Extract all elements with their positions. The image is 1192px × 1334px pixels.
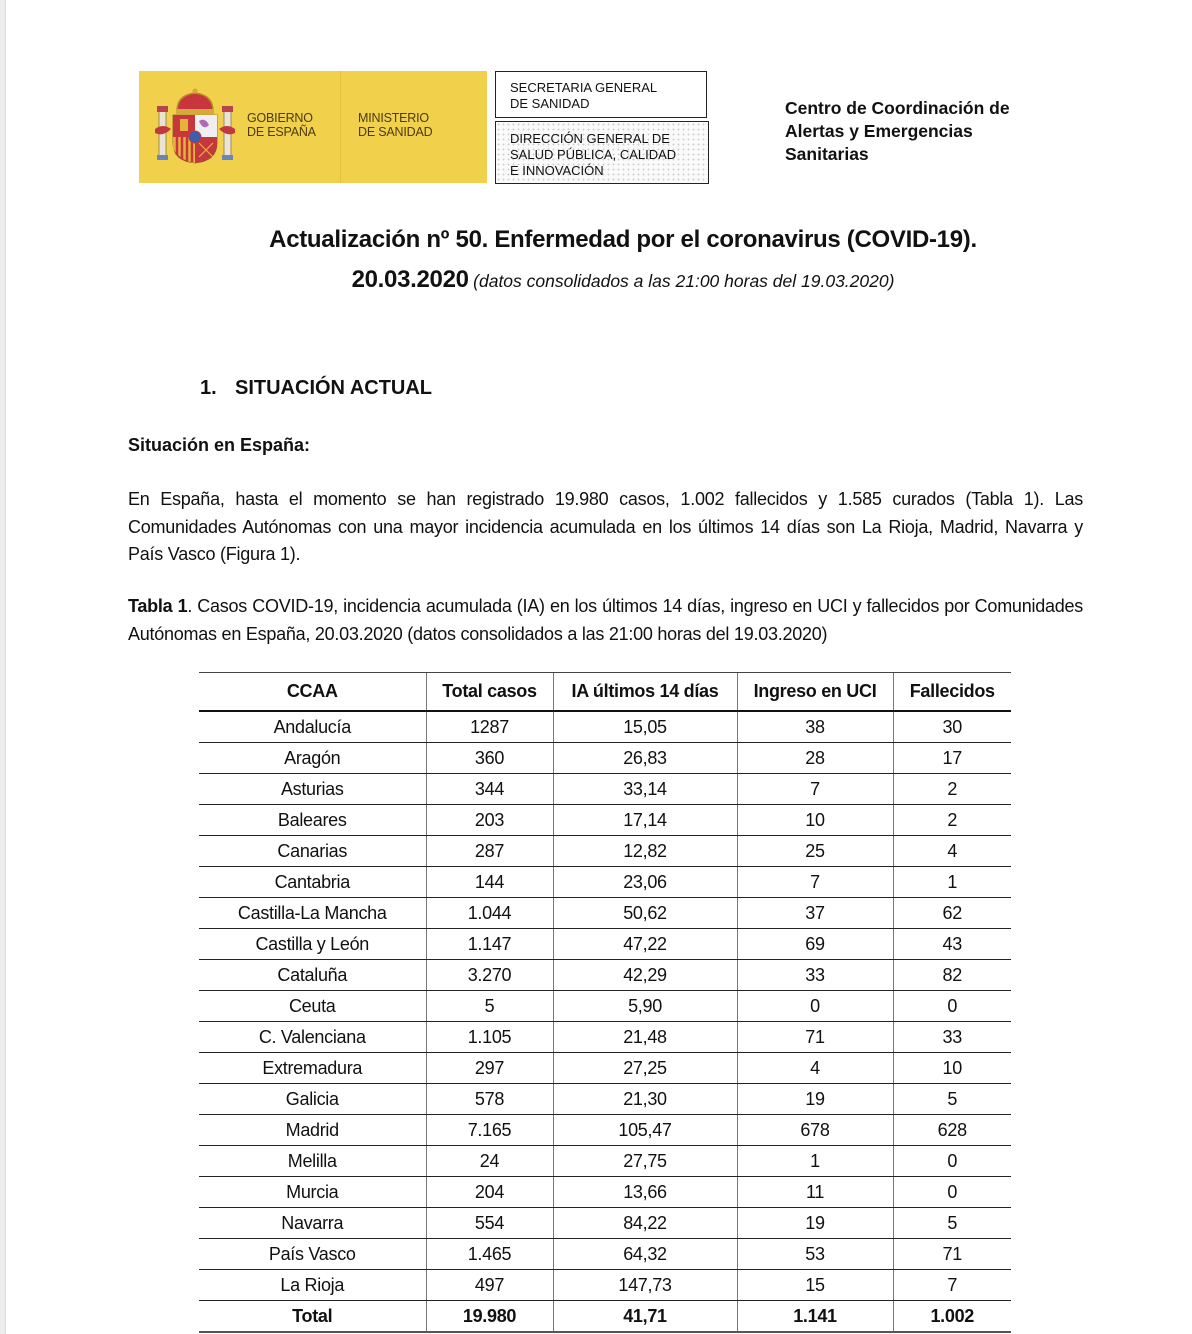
table-row	[199, 1115, 1011, 1146]
table-row	[199, 711, 1011, 743]
cell-ia-14-dias: 105,47	[553, 1115, 737, 1146]
table-row	[199, 1177, 1011, 1208]
cell-fallecidos: 0	[893, 1146, 1011, 1177]
cell-ia-14-dias: 50,62	[553, 898, 737, 929]
cell-ccaa: Ceuta	[199, 991, 426, 1022]
cell-fallecidos: 7	[893, 1270, 1011, 1301]
cell-fallecidos: 4	[893, 836, 1011, 867]
cell-ia-14-dias: 26,83	[553, 743, 737, 774]
cell-ingreso-uci: 678	[737, 1115, 893, 1146]
cell-total-casos: 3.270	[426, 960, 553, 991]
cell-ingreso-uci: 4	[737, 1053, 893, 1084]
cell-total-casos: 144	[426, 867, 553, 898]
cell-ia-14-dias: 27,75	[553, 1146, 737, 1177]
cell-fallecidos: 0	[893, 1177, 1011, 1208]
cell-total-casos: 24	[426, 1146, 553, 1177]
cell-ingreso-uci: 11	[737, 1177, 893, 1208]
cell-total-casos: 1.105	[426, 1022, 553, 1053]
summary-paragraph: En España, hasta el momento se han registrado 19.980 casos, 1.002 fallecidos y 1.585 curados (Tabla 1). Las Comunidades Autónomas con una mayor incidencia acumulada en los últimos 14 días son La Rioja, Madrid, Navarra y País Vasco (Figura 1).	[128, 489, 1083, 564]
table-caption-text: . Casos COVID-19, incidencia acumulada (IA) en los últimos 14 días, ingreso en UCI y fallecidos por Comunidades Autónomas en España, 20.03.2020 (datos consolidados a las 21:00 horas del 19.03.2020)	[128, 596, 1083, 644]
cell-ia-14-dias: 33,14	[553, 774, 737, 805]
cell-ingreso-uci: 25	[737, 836, 893, 867]
cell-fallecidos: 43	[893, 929, 1011, 960]
cell-total-casos: 360	[426, 743, 553, 774]
cell-ingreso-uci: 15	[737, 1270, 893, 1301]
centro-coordinacion-heading: Centro de Coordinación de Alertas y Emergencias Sanitarias	[785, 98, 1010, 164]
cell-ia-14-dias: 23,06	[553, 867, 737, 898]
table-row	[199, 743, 1011, 774]
cell-ccaa: Cantabria	[199, 867, 426, 898]
table-row	[199, 1053, 1011, 1084]
table-row	[199, 1022, 1011, 1053]
logo-separator	[340, 71, 341, 183]
report-date-note: (datos consolidados a las 21:00 horas del 19.03.2020)	[473, 271, 895, 291]
table-row	[199, 991, 1011, 1022]
table-row	[199, 1146, 1011, 1177]
report-date: 20.03.2020	[351, 266, 469, 293]
cell-ingreso-uci: 53	[737, 1239, 893, 1270]
table-body	[199, 711, 1011, 1332]
cell-total-casos: 297	[426, 1053, 553, 1084]
cell-ingreso-uci: 71	[737, 1022, 893, 1053]
cell-total-casos: 203	[426, 805, 553, 836]
cell-fallecidos: 0	[893, 991, 1011, 1022]
cell-ccaa: C. Valenciana	[199, 1022, 426, 1053]
section-number: 1.	[200, 377, 217, 399]
total-cell-fallecidos: 1.002	[893, 1301, 1011, 1333]
cell-ia-14-dias: 84,22	[553, 1208, 737, 1239]
total-cell-ingreso-uci: 1.141	[737, 1301, 893, 1333]
cell-total-casos: 554	[426, 1208, 553, 1239]
table-row	[199, 960, 1011, 991]
cell-ccaa: Asturias	[199, 774, 426, 805]
table-row	[199, 929, 1011, 960]
gobierno-de-espana-text: GOBIERNO DE ESPAÑA	[247, 111, 316, 139]
cell-ccaa: Castilla-La Mancha	[199, 898, 426, 929]
total-cell-ia-14-dias: 41,71	[553, 1301, 737, 1333]
header-total-casos: Total casos	[426, 673, 553, 712]
cell-ingreso-uci: 37	[737, 898, 893, 929]
table-row	[199, 1239, 1011, 1270]
cell-ia-14-dias: 64,32	[553, 1239, 737, 1270]
cell-fallecidos: 33	[893, 1022, 1011, 1053]
cell-ia-14-dias: 27,25	[553, 1053, 737, 1084]
direccion-general-box: DIRECCIÓN GENERAL DE SALUD PÚBLICA, CALIDAD E INNOVACIÓN	[495, 121, 709, 184]
subsection-heading: Situación en España:	[128, 435, 311, 455]
cell-ccaa: Galicia	[199, 1084, 426, 1115]
cell-ccaa: País Vasco	[199, 1239, 426, 1270]
cases-by-region-table	[199, 672, 1011, 1333]
cell-fallecidos: 1	[893, 867, 1011, 898]
cell-ccaa: Navarra	[199, 1208, 426, 1239]
cell-total-casos: 287	[426, 836, 553, 867]
cell-total-casos: 344	[426, 774, 553, 805]
cell-fallecidos: 5	[893, 1208, 1011, 1239]
cell-ia-14-dias: 5,90	[553, 991, 737, 1022]
table-row	[199, 898, 1011, 929]
table-row	[199, 774, 1011, 805]
page-edge	[0, 0, 6, 1334]
cell-total-casos: 1.147	[426, 929, 553, 960]
document-title: Actualización nº 50. Enfermedad por el coronavirus (COVID-19).	[269, 226, 977, 253]
cell-total-casos: 1.044	[426, 898, 553, 929]
cell-ccaa: La Rioja	[199, 1270, 426, 1301]
total-cell-total-casos: 19.980	[426, 1301, 553, 1333]
cell-ccaa: Andalucía	[199, 711, 426, 743]
cell-ingreso-uci: 33	[737, 960, 893, 991]
header-ingreso-uci: Ingreso en UCI	[737, 673, 893, 712]
table-caption-label: Tabla 1	[128, 596, 188, 616]
cell-fallecidos: 628	[893, 1115, 1011, 1146]
secretaria-general-box: SECRETARIA GENERAL DE SANIDAD	[495, 71, 707, 118]
cell-ingreso-uci: 7	[737, 774, 893, 805]
total-cell-ccaa: Total	[199, 1301, 426, 1333]
cell-ia-14-dias: 13,66	[553, 1177, 737, 1208]
header-ia-14-dias: IA últimos 14 días	[553, 673, 737, 712]
cell-total-casos: 5	[426, 991, 553, 1022]
cell-ccaa: Canarias	[199, 836, 426, 867]
cell-total-casos: 1.465	[426, 1239, 553, 1270]
cell-ccaa: Castilla y León	[199, 929, 426, 960]
cell-fallecidos: 17	[893, 743, 1011, 774]
cell-ia-14-dias: 21,30	[553, 1084, 737, 1115]
cell-ia-14-dias: 21,48	[553, 1022, 737, 1053]
table-header-row	[199, 673, 1011, 712]
cell-fallecidos: 2	[893, 774, 1011, 805]
gobierno-logo-band	[139, 71, 487, 183]
cell-ingreso-uci: 69	[737, 929, 893, 960]
cell-fallecidos: 82	[893, 960, 1011, 991]
coat-of-arms-icon	[153, 85, 237, 169]
cell-fallecidos: 2	[893, 805, 1011, 836]
table-row	[199, 1208, 1011, 1239]
cell-ingreso-uci: 10	[737, 805, 893, 836]
cell-ia-14-dias: 42,29	[553, 960, 737, 991]
cell-ingreso-uci: 28	[737, 743, 893, 774]
cell-total-casos: 1287	[426, 711, 553, 743]
cell-ccaa: Murcia	[199, 1177, 426, 1208]
cell-ccaa: Melilla	[199, 1146, 426, 1177]
table-row	[199, 836, 1011, 867]
cell-total-casos: 497	[426, 1270, 553, 1301]
cell-ingreso-uci: 19	[737, 1084, 893, 1115]
cell-fallecidos: 5	[893, 1084, 1011, 1115]
header-fallecidos: Fallecidos	[893, 673, 1011, 712]
cell-ia-14-dias: 12,82	[553, 836, 737, 867]
cell-fallecidos: 71	[893, 1239, 1011, 1270]
table-row	[199, 805, 1011, 836]
cell-ia-14-dias: 15,05	[553, 711, 737, 743]
cell-ia-14-dias: 17,14	[553, 805, 737, 836]
cell-fallecidos: 30	[893, 711, 1011, 743]
table-row	[199, 867, 1011, 898]
cell-ingreso-uci: 0	[737, 991, 893, 1022]
table-total-row	[199, 1301, 1011, 1333]
cell-ccaa: Madrid	[199, 1115, 426, 1146]
ministerio-de-sanidad-text: MINISTERIO DE SANIDAD	[358, 111, 433, 139]
cell-ccaa: Aragón	[199, 743, 426, 774]
section-label: SITUACIÓN ACTUAL	[235, 377, 433, 399]
cell-ccaa: Extremadura	[199, 1053, 426, 1084]
table-row	[199, 1270, 1011, 1301]
document-subtitle	[0, 266, 1192, 294]
cell-ccaa: Baleares	[199, 805, 426, 836]
section-heading	[200, 377, 432, 400]
cell-total-casos: 578	[426, 1084, 553, 1115]
cell-ingreso-uci: 1	[737, 1146, 893, 1177]
header-ccaa: CCAA	[199, 673, 426, 712]
cell-total-casos: 7.165	[426, 1115, 553, 1146]
cell-ingreso-uci: 38	[737, 711, 893, 743]
table-row	[199, 1084, 1011, 1115]
table-caption	[128, 593, 1083, 648]
cell-ingreso-uci: 19	[737, 1208, 893, 1239]
cell-ia-14-dias: 47,22	[553, 929, 737, 960]
cell-ccaa: Cataluña	[199, 960, 426, 991]
cell-ingreso-uci: 7	[737, 867, 893, 898]
cell-fallecidos: 10	[893, 1053, 1011, 1084]
cell-fallecidos: 62	[893, 898, 1011, 929]
cell-ia-14-dias: 147,73	[553, 1270, 737, 1301]
cell-total-casos: 204	[426, 1177, 553, 1208]
